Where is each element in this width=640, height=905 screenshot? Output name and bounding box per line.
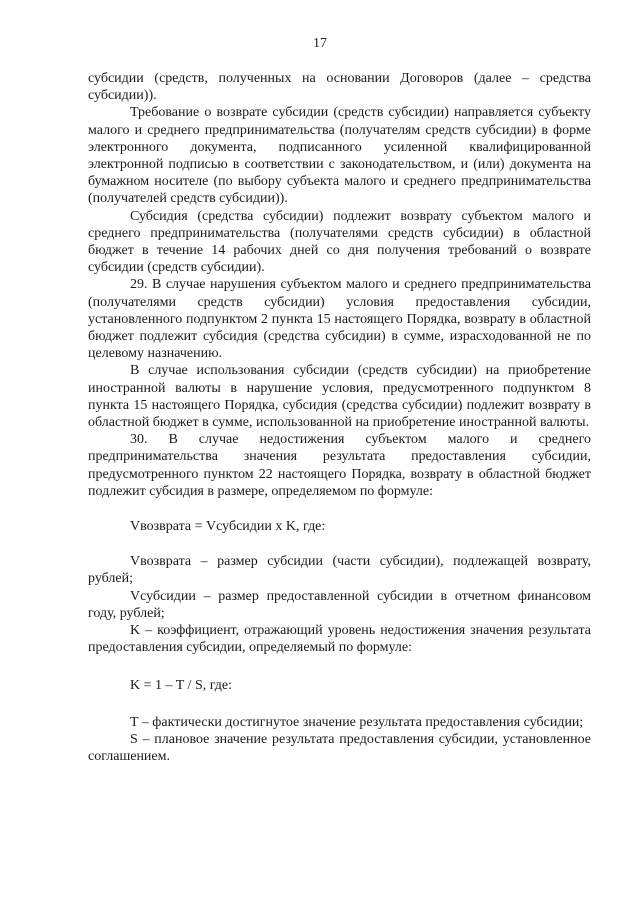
paragraph: Требование о возврате субсидии (средств субсидии) направляется субъекту малого и среднего предпринимательства (получателям средств субсидии) в форме электронного документа, подписанного усиленной квалифицированной электронной подписью в соответствии с законодательством, и (или) документа на бумажном носителе (по выбору субъекта малого и среднего предпринимательства (получателей средств субсидии)).	[88, 105, 591, 207]
definition-v-refund: Vвозврата – размер субсидии (части субсидии), подлежащей возврату, рублей;	[88, 554, 591, 587]
page-number: 17	[313, 36, 327, 51]
paragraph: Субсидия (средства субсидии) подлежит возврату субъектом малого и среднего предпринимательства (получателями средств субсидии) в областной бюджет в течение 14 рабочих дней со дня получения требований о возврате субсидии (средств субсидии).	[88, 208, 591, 276]
definition-s: S – плановое значение результата предоставления субсидии, установленное соглашением.	[88, 731, 591, 765]
definition-v-subsidy: Vсубсидии – размер предоставленной субсидии в отчетном финансовом году, рублей;	[88, 588, 591, 621]
document-body	[88, 70, 591, 765]
definition-k: K – коэффициент, отражающий уровень недостижения значения результата предоставления субсидии, определяемый по формуле:	[88, 623, 591, 656]
paragraph-clause-29: 29. В случае нарушения субъектом малого и среднего предпринимательства (получателями средств субсидии) условия предоставления субсидии, установленного подпунктом 2 пункта 15 настоящего Порядка, возврату в областной бюджет подлежит субсидия (средства субсидии) в сумме, израсходованной не по целевому назначению.	[88, 277, 591, 362]
paragraph: субсидии (средств, полученных на основании Договоров (далее – средства субсидии)).	[88, 71, 591, 104]
formula-coefficient: K = 1 – T / S, где:	[130, 677, 232, 693]
definition-t: T – фактически достигнутое значение результата предоставления субсидии;	[130, 714, 584, 730]
formula-refund-amount: Vвозврата = Vсубсидии x K, где:	[130, 519, 326, 535]
paragraph-clause-30: 30. В случае недостижения субъектом малого и среднего предпринимательства значения результата предоставления субсидии, предусмотренного пунктом 22 настоящего Порядка, возврату в областной бюджет подлежит субсидия в размере, определяемом по формуле:	[88, 432, 591, 499]
paragraph: В случае использования субсидии (средств субсидии) на приобретение иностранной валюты в нарушение условия, предусмотренного подпунктом 8 пункта 15 настоящего Порядка, субсидия (средства субсидии) подлежит возврату в областной бюджет в сумме, использованной на приобретение иностранной валюты.	[88, 363, 591, 431]
